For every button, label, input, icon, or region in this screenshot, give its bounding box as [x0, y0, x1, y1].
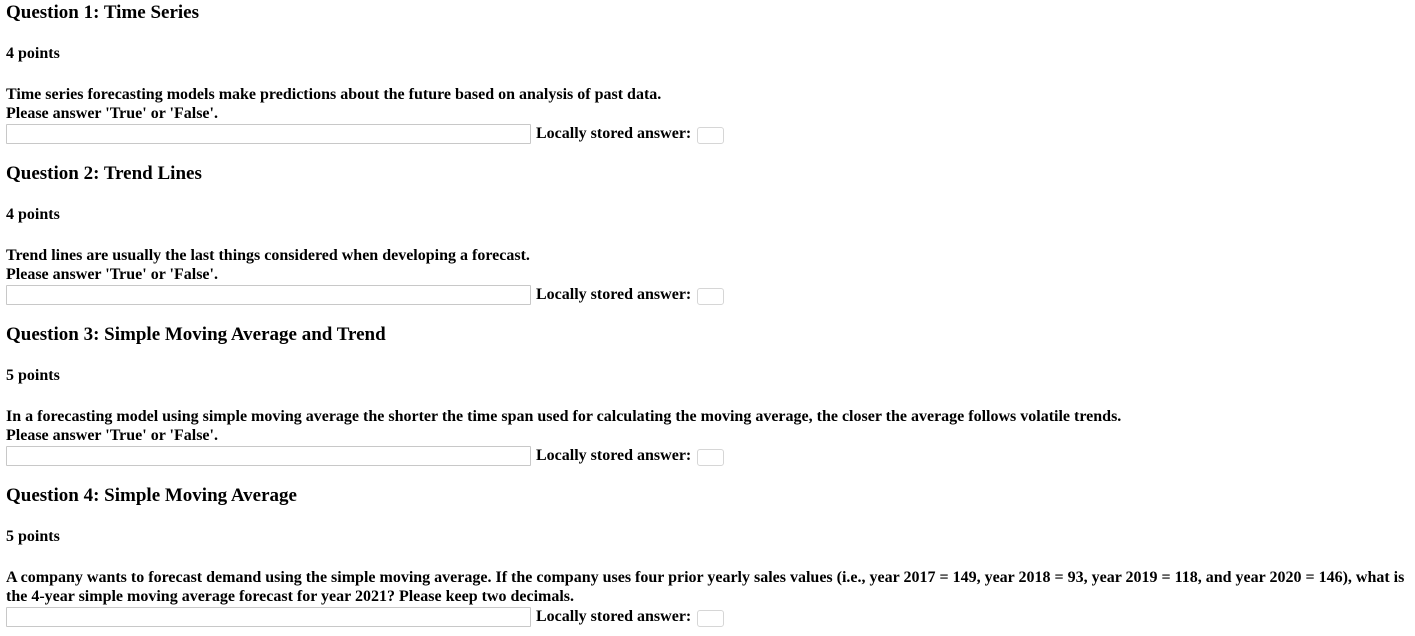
question-instruction: Please answer 'True' or 'False'.	[6, 105, 218, 122]
answer-row	[6, 123, 724, 145]
question-2	[6, 163, 1410, 303]
answer-row	[6, 284, 724, 306]
locally-stored-answer-box	[697, 288, 724, 305]
answer-input[interactable]	[6, 607, 531, 627]
locally-stored-answer-label: Locally stored answer:	[536, 608, 692, 625]
question-text	[6, 85, 1410, 123]
question-3	[6, 324, 1410, 464]
question-1	[6, 2, 1410, 142]
question-points: 4 points	[6, 45, 60, 62]
question-title: Question 4: Simple Moving Average	[6, 485, 297, 506]
question-text	[6, 246, 1410, 284]
answer-input[interactable]	[6, 124, 531, 144]
question-points: 5 points	[6, 367, 60, 384]
locally-stored-answer-label: Locally stored answer:	[536, 447, 692, 464]
question-prompt: Time series forecasting models make predictions about the future based on analysis of past data.	[6, 86, 662, 103]
question-prompt: Trend lines are usually the last things considered when developing a forecast.	[6, 247, 530, 264]
question-text	[6, 568, 1410, 606]
answer-row	[6, 445, 724, 467]
question-points: 5 points	[6, 528, 60, 545]
question-prompt: In a forecasting model using simple moving average the shorter the time span used for calculating the moving average, the closer the average follows volatile trends.	[6, 408, 1122, 425]
question-instruction: Please answer 'True' or 'False'.	[6, 266, 218, 283]
question-points: 4 points	[6, 206, 60, 223]
locally-stored-answer-box	[697, 449, 724, 466]
question-title: Question 2: Trend Lines	[6, 163, 202, 184]
answer-input[interactable]	[6, 446, 531, 466]
question-instruction: Please answer 'True' or 'False'.	[6, 427, 218, 444]
locally-stored-answer-label: Locally stored answer:	[536, 286, 692, 303]
locally-stored-answer-box	[697, 610, 724, 627]
question-4	[6, 485, 1410, 625]
question-prompt: A company wants to forecast demand using the simple moving average. If the company uses four prior yearly sales values (i.e., year 2017 = 149, year 2018 = 93, year 2019 = 118, and year 2020 = 146), what is the 4-year simple moving average forecast for year 2021? Please keep two decimals.	[6, 569, 1405, 605]
answer-input[interactable]	[6, 285, 531, 305]
locally-stored-answer-box	[697, 127, 724, 144]
question-title: Question 3: Simple Moving Average and Trend	[6, 324, 386, 345]
question-text	[6, 407, 1410, 445]
answer-row	[6, 606, 724, 628]
question-title: Question 1: Time Series	[6, 2, 199, 23]
locally-stored-answer-label: Locally stored answer:	[536, 125, 692, 142]
